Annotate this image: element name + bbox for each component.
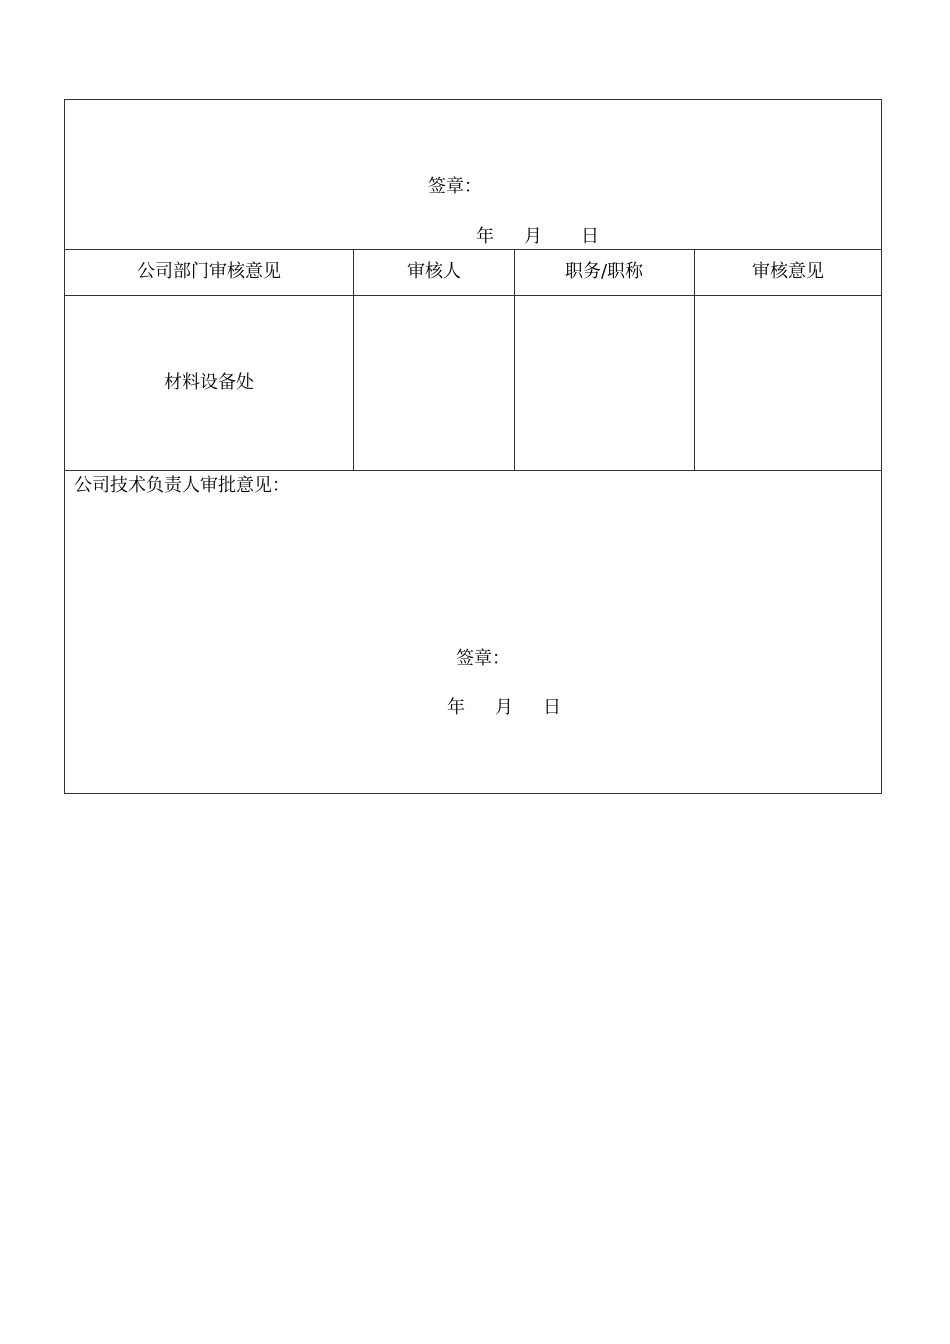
signature-label: 签章： [428, 176, 482, 197]
date-year-label: 年 [476, 226, 494, 247]
header-job-title: 职务/职称 [564, 261, 644, 282]
divider-top-section [64, 249, 882, 250]
approval-date-month-label: 月 [495, 697, 513, 718]
divider-table-header [64, 295, 882, 296]
column-divider-2 [514, 249, 515, 470]
column-divider-3 [694, 249, 695, 470]
column-divider-1 [353, 249, 354, 470]
header-review-opinion: 审核意见 [752, 261, 824, 282]
header-reviewer: 审核人 [407, 261, 461, 282]
cell-department-name: 材料设备处 [164, 372, 254, 393]
approval-date-day-label: 日 [543, 697, 561, 718]
approval-date-year-label: 年 [447, 697, 465, 718]
date-month-label: 月 [524, 226, 542, 247]
tech-lead-approval-label: 公司技术负责人审批意见： [74, 475, 290, 496]
approval-form-frame [64, 99, 882, 794]
date-day-label: 日 [581, 226, 599, 247]
header-department-review: 公司部门审核意见 [137, 261, 281, 282]
approval-signature-label: 签章： [456, 648, 510, 669]
divider-table-bottom [64, 470, 882, 471]
